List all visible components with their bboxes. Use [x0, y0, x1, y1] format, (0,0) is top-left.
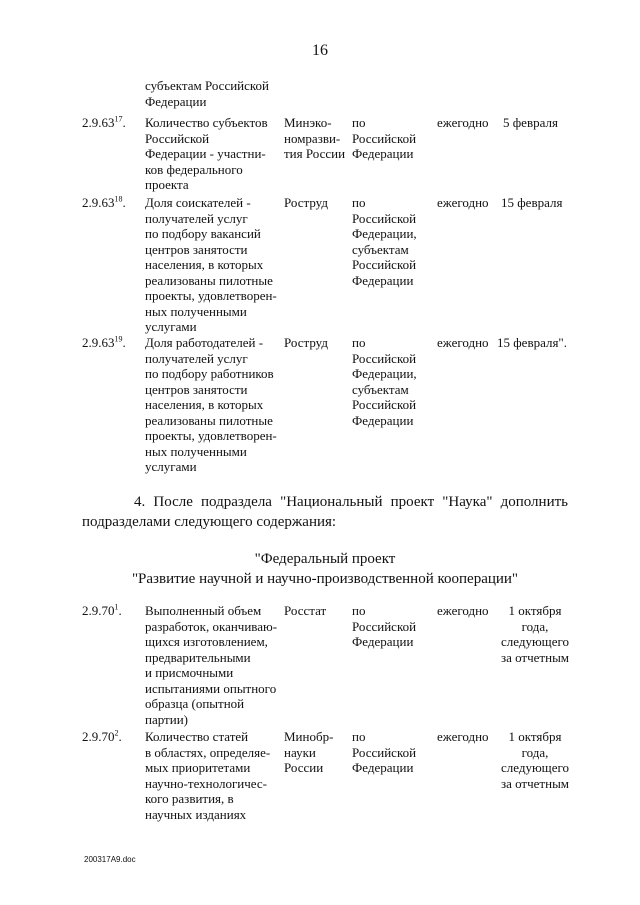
row-date: 5 февраля: [503, 115, 558, 130]
row-level: по Российской Федерации: [352, 729, 417, 775]
row-date: 15 февраля: [501, 195, 563, 210]
row-level: по Российской Федерации, субъектам Российской Федерации: [352, 335, 417, 428]
row-level: по Российской Федерации: [352, 115, 417, 161]
row-number: 2.9.70$^2$.: [82, 728, 122, 744]
row-number: 2.9.70$^1$.: [82, 602, 122, 618]
row-period: ежегодно: [437, 115, 489, 130]
row-date: 1 октября года, следующего за отчетным: [500, 729, 570, 791]
heading-line: "Развитие научной и научно-производственной кооперации": [131, 571, 519, 587]
row-description: Доля работодателей - получателей услуг по подбору работников центров занятости населения, в которых реализованы пилотные проекты, удовлетворен- ных полученными услугами: [145, 335, 277, 474]
body-paragraph: 4. После подраздела "Национальный проект "Наука" дополнить подразделами следующего содержания:: [82, 494, 568, 530]
row-number: 2.9.63$^{18}$.: [82, 194, 126, 210]
row-organization: Минэко- номразви- тия России: [284, 115, 346, 161]
row-description: Выполненный объем разработок, оканчиваю- щихся изготовлением, предварительными и присмочными испытаниями опытного образца (опытной партии): [145, 603, 278, 727]
row-date: 15 февраля".: [497, 335, 567, 350]
row-description: Количество субъектов Российской Федерации - участни- ков федерального проекта: [145, 115, 268, 192]
row-period: ежегодно: [437, 195, 489, 210]
continuation-text: субъектам Российской Федерации: [145, 78, 270, 109]
row-organization: Роструд: [284, 335, 328, 350]
row-period: ежегодно: [437, 603, 489, 618]
section-heading: [82, 549, 568, 589]
row-description: Количество статей в областях, определяе- мых приоритетами научно-технологичес- кого развития, в научных изданиях: [145, 729, 271, 822]
row-period: ежегодно: [437, 335, 489, 350]
row-organization: Роструд: [284, 195, 328, 210]
row-date: 1 октября года, следующего за отчетным: [500, 603, 570, 665]
page-number: 16: [312, 42, 328, 59]
row-number: 2.9.63$^{19}$.: [82, 334, 126, 350]
footer-filename: 200317A9.doc: [84, 855, 136, 864]
row-organization: Росстат: [284, 603, 327, 618]
row-description: Доля соискателей - получателей услуг по подбору вакансий центров занятости населения, в которых реализованы пилотные проекты, удовлетворен- ных полученными услугами: [145, 195, 277, 334]
row-period: ежегодно: [437, 729, 489, 744]
row-level: по Российской Федерации, субъектам Российской Федерации: [352, 195, 417, 288]
row-level: по Российской Федерации: [352, 603, 417, 649]
heading-line: "Федеральный проект: [254, 551, 396, 567]
row-number: 2.9.63$^{17}$.: [82, 114, 126, 130]
row-organization: Минобр- науки России: [284, 729, 334, 775]
